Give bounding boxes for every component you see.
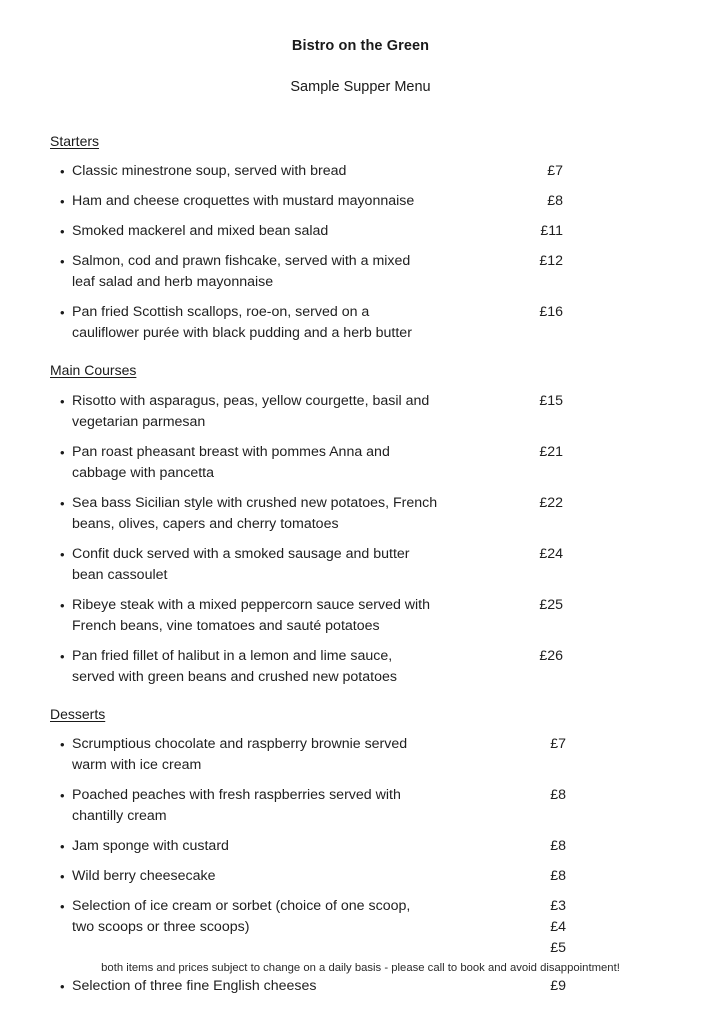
menu-item-price <box>487 976 571 997</box>
menu-item-row <box>50 544 671 586</box>
price-value: £9 <box>550 978 566 995</box>
bullet-icon: • <box>60 979 65 995</box>
bullet-icon: • <box>60 899 65 915</box>
menu-item-line: Confit duck served with a smoked sausage and butter <box>72 545 410 562</box>
menu-item-row <box>50 221 671 242</box>
menu-item-line: warm with ice cream <box>72 757 202 774</box>
bullet-icon: • <box>60 597 65 613</box>
menu-item-line: French beans, vine tomatoes and sauté potatoes <box>72 617 380 634</box>
menu-item-price <box>487 646 571 667</box>
menu-item-line: Smoked mackerel and mixed bean salad <box>72 223 329 240</box>
menu-item-line: Ribeye steak with a mixed peppercorn sauce served with <box>72 596 431 613</box>
menu-item-line: Pan roast pheasant breast with pommes Anna and <box>72 443 390 460</box>
section-heading: Starters <box>50 132 100 149</box>
menu-item-row <box>50 734 671 776</box>
restaurant-name: Bistro on the Green <box>291 38 430 54</box>
menu-item-line: cabbage with pancetta <box>72 464 214 481</box>
menu-item-line: leaf salad and herb mayonnaise <box>72 274 274 291</box>
menu-item-description <box>72 493 487 535</box>
bullet-icon: • <box>60 839 65 855</box>
menu-item-row <box>50 836 671 857</box>
bullet-icon: • <box>60 546 65 562</box>
menu-item-description <box>72 646 487 688</box>
bullet-icon: • <box>60 648 65 664</box>
bullet-icon: • <box>60 869 65 885</box>
menu-item-row <box>50 493 671 535</box>
menu-item-line: Salmon, cod and prawn fishcake, served with a mixed <box>72 253 411 270</box>
menu-item-price <box>487 161 571 182</box>
menu-item-price <box>487 595 571 616</box>
price-value: £8 <box>550 787 566 804</box>
menu-item-line: Selection of ice cream or sorbet (choice of one scoop, <box>72 898 411 915</box>
menu-sections <box>0 133 721 998</box>
menu-item-row <box>50 302 671 344</box>
menu-item-row <box>50 976 671 997</box>
bullet-icon: • <box>60 194 65 210</box>
price-value: £4 <box>550 919 566 936</box>
bullet-icon: • <box>60 393 65 409</box>
menu-item-price <box>487 866 571 887</box>
menu-item-description <box>72 896 487 938</box>
price-value: £26 <box>539 647 563 664</box>
menu-item-description <box>72 161 487 182</box>
menu-item-list <box>50 734 671 997</box>
menu-item-line: Risotto with asparagus, peas, yellow courgette, basil and <box>72 392 430 409</box>
price-value: £24 <box>539 545 563 562</box>
price-value: £7 <box>550 736 566 753</box>
menu-item-description <box>72 976 487 997</box>
menu-item-row <box>50 866 671 887</box>
menu-item-price <box>487 836 571 857</box>
menu-item-price <box>487 442 571 463</box>
menu-section <box>50 133 671 345</box>
menu-item-row <box>50 251 671 293</box>
price-value: £7 <box>547 163 563 180</box>
menu-item-line: bean cassoulet <box>72 566 168 583</box>
price-value: £25 <box>539 596 563 613</box>
menu-item-line: served with green beans and crushed new potatoes <box>72 668 397 685</box>
menu-item-list <box>50 161 671 344</box>
price-value: £21 <box>539 443 563 460</box>
menu-item-description <box>72 785 487 827</box>
document-header <box>0 0 721 97</box>
menu-item-line: Classic minestrone soup, served with bread <box>72 163 347 180</box>
menu-item-row <box>50 161 671 182</box>
menu-item-line: Scrumptious chocolate and raspberry brownie served <box>72 736 408 753</box>
menu-item-line: Wild berry cheesecake <box>72 868 216 885</box>
menu-item-description <box>72 251 487 293</box>
menu-section <box>50 362 671 688</box>
price-value: £8 <box>550 868 566 885</box>
menu-item-line: Sea bass Sicilian style with crushed new potatoes, French <box>72 494 438 511</box>
menu-item-line: Jam sponge with custard <box>72 838 229 855</box>
menu-item-row <box>50 785 671 827</box>
menu-item-description <box>72 221 487 242</box>
menu-item-price <box>487 896 571 959</box>
menu-item-line: chantilly cream <box>72 808 167 825</box>
footer-note-container <box>0 962 721 974</box>
menu-item-description <box>72 302 487 344</box>
bullet-icon: • <box>60 444 65 460</box>
menu-item-line: Poached peaches with fresh raspberries served with <box>72 787 401 804</box>
price-value: £5 <box>550 940 566 957</box>
menu-item-line: vegetarian parmesan <box>72 413 206 430</box>
menu-item-description <box>72 836 487 857</box>
menu-item-list <box>50 391 671 688</box>
menu-item-price <box>487 191 571 212</box>
menu-item-row <box>50 896 671 959</box>
menu-item-price <box>487 302 571 323</box>
bullet-icon: • <box>60 788 65 804</box>
menu-item-price <box>487 221 571 242</box>
menu-item-row <box>50 191 671 212</box>
menu-subtitle: Sample Supper Menu <box>290 79 431 96</box>
menu-item-price <box>487 251 571 272</box>
menu-item-row <box>50 646 671 688</box>
price-value: £11 <box>540 223 563 240</box>
bullet-icon: • <box>60 495 65 511</box>
menu-item-row <box>50 442 671 484</box>
menu-item-line: Pan fried fillet of halibut in a lemon and lime sauce, <box>72 647 393 664</box>
price-value: £15 <box>539 392 563 409</box>
section-heading: Desserts <box>50 705 106 722</box>
price-value: £12 <box>539 253 563 270</box>
menu-item-price <box>487 391 571 412</box>
menu-item-price <box>487 785 571 806</box>
menu-item-price <box>487 544 571 565</box>
menu-item-line: Ham and cheese croquettes with mustard mayonnaise <box>72 193 415 210</box>
menu-item-line: Pan fried Scottish scallops, roe-on, served on a <box>72 304 370 321</box>
price-value: £8 <box>547 193 563 210</box>
price-value: £22 <box>539 494 563 511</box>
price-value: £3 <box>550 898 566 915</box>
bullet-icon: • <box>60 737 65 753</box>
menu-item-line: cauliflower purée with black pudding and a herb butter <box>72 325 412 342</box>
menu-item-description <box>72 866 487 887</box>
menu-item-description <box>72 191 487 212</box>
footer-note: both items and prices subject to change on a daily basis - please call to book and avoid disappointment! <box>101 962 620 974</box>
menu-item-description <box>72 442 487 484</box>
menu-item-description <box>72 734 487 776</box>
section-heading: Main Courses <box>50 362 137 379</box>
menu-item-line: beans, olives, capers and cherry tomatoes <box>72 515 339 532</box>
bullet-icon: • <box>60 164 65 180</box>
menu-item-line: two scoops or three scoops) <box>72 919 250 936</box>
price-value: £8 <box>550 838 566 855</box>
bullet-icon: • <box>60 254 65 270</box>
menu-item-row <box>50 595 671 637</box>
menu-item-description <box>72 391 487 433</box>
bullet-icon: • <box>60 305 65 321</box>
menu-item-description <box>72 544 487 586</box>
menu-item-price <box>487 734 571 755</box>
price-value: £16 <box>539 304 563 321</box>
menu-item-line: Selection of three fine English cheeses <box>72 978 317 995</box>
menu-item-row <box>50 391 671 433</box>
bullet-icon: • <box>60 224 65 240</box>
menu-item-price <box>487 493 571 514</box>
menu-section <box>50 706 671 998</box>
menu-item-description <box>72 595 487 637</box>
